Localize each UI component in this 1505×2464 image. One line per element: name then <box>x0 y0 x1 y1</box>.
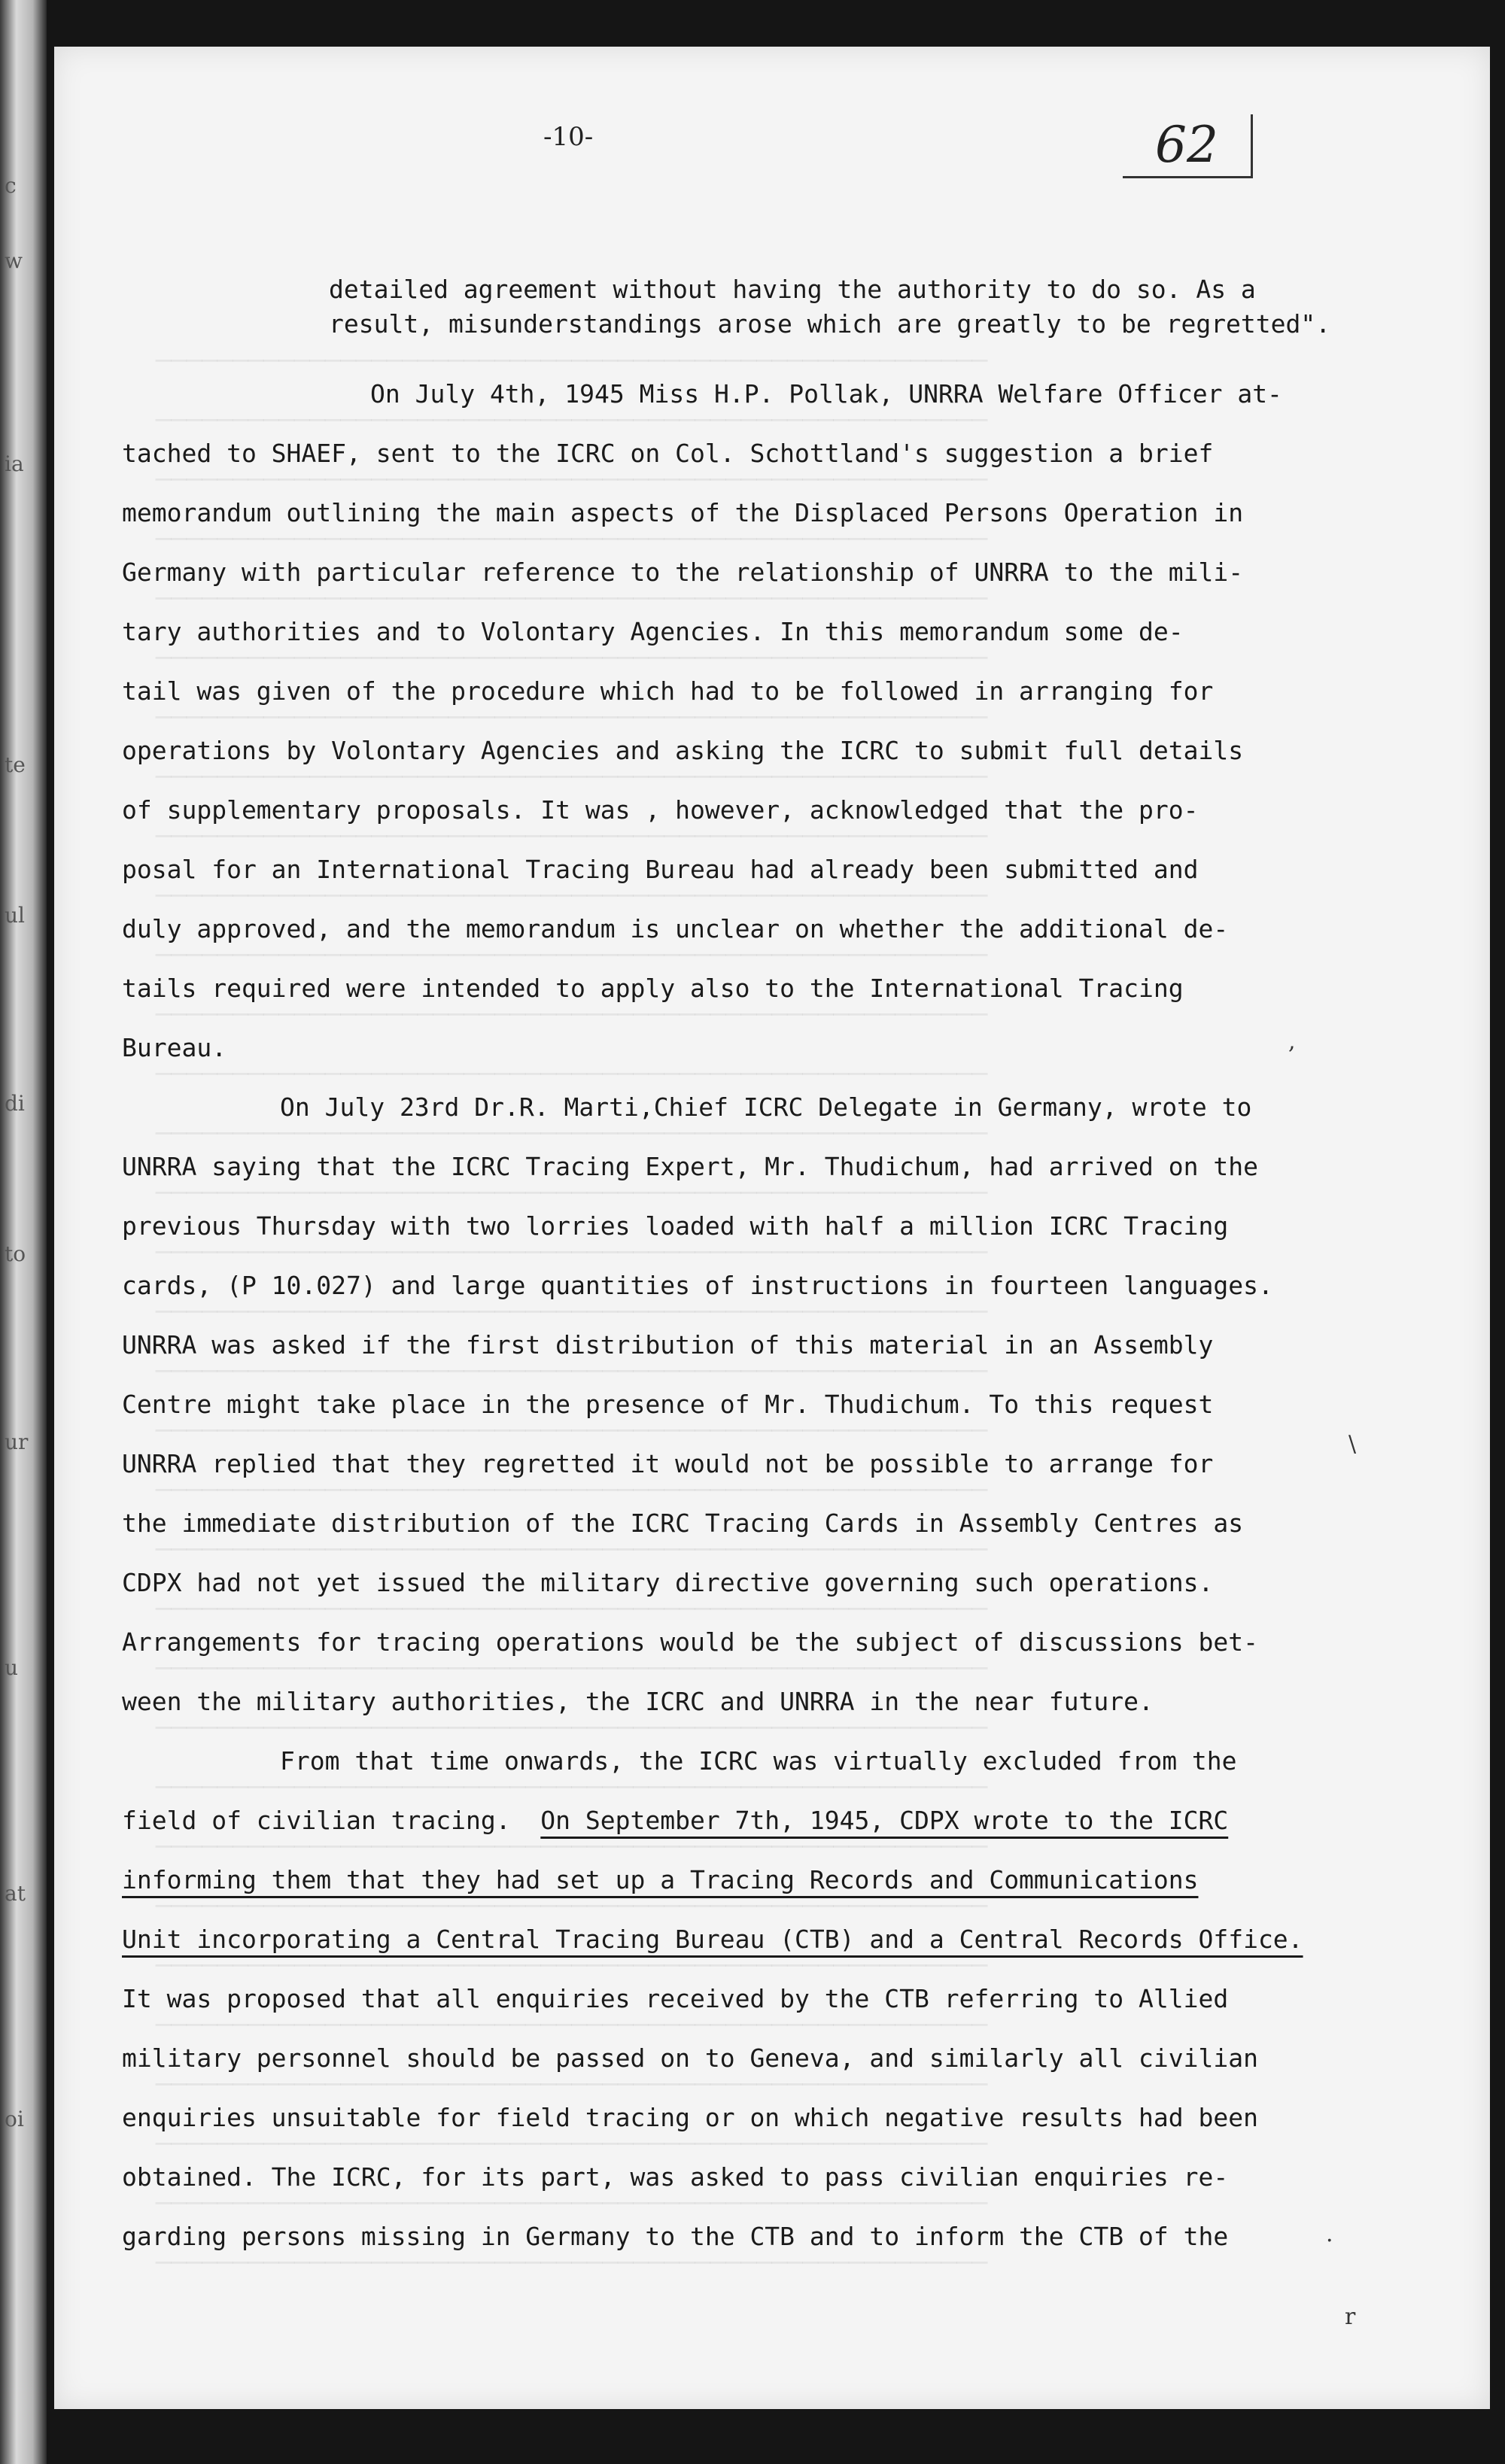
text-line: UNRRA saying that the ICRC Tracing Expert, Mr. Thudichum, had arrived on the <box>122 1152 1258 1181</box>
text-line: field of civilian tracing. <box>122 1806 541 1835</box>
text-line: military personnel should be passed on to Geneva, and similarly all civilian <box>122 2043 1258 2073</box>
text-line: detailed agreement without having the authority to do so. As a <box>329 275 1256 304</box>
margin-tick-mark: , <box>1288 1028 1296 1055</box>
text-line-with-underline <box>122 1791 1364 1850</box>
margin-tick-mark: . <box>1326 2221 1333 2247</box>
page-number: -10- <box>543 122 594 152</box>
text-line: UNRRA was asked if the first distribution of this material in an Assembly <box>122 1330 1214 1360</box>
text-line: CDPX had not yet issued the military directive governing such operations. <box>122 1568 1214 1597</box>
text-line: tached to SHAEF, sent to the ICRC on Col. Schottland's suggestion a brief <box>122 439 1214 468</box>
text-line: On July 4th, 1945 Miss H.P. Pollak, UNRRA Welfare Officer at- <box>370 379 1282 409</box>
text-line: From that time onwards, the ICRC was virtually excluded from the <box>280 1746 1237 1776</box>
underlined-text: On September 7th, 1945, CDPX wrote to the ICRC <box>540 1806 1229 1835</box>
text-line: garding persons missing in Germany to the CTB and to inform the CTB of the <box>122 2222 1229 2251</box>
text-line: tary authorities and to Volontary Agencies. In this memorandum some de- <box>122 617 1184 646</box>
paragraph-first-line <box>122 1731 1364 1791</box>
text-line: Germany with particular reference to the relationship of UNRRA to the mili- <box>122 558 1244 587</box>
text-line: tail was given of the procedure which had to be followed in arranging for <box>122 676 1214 706</box>
text-line: duly approved, and the memorandum is unclear on whether the additional de- <box>122 914 1229 943</box>
text-line: enquiries unsuitable for field tracing or on which negative results had been <box>122 2103 1258 2132</box>
document-page <box>54 47 1490 2409</box>
margin-tick-mark: r <box>1345 2304 1356 2330</box>
text-line-with-underline <box>122 1910 1364 1969</box>
text-line: memorandum outlining the main aspects of the Displaced Persons Operation in <box>122 498 1244 527</box>
text-line: ween the military authorities, the ICRC and UNRRA in the near future. <box>122 1687 1154 1716</box>
text-line: Bureau. <box>122 1033 227 1062</box>
text-line: It was proposed that all enquiries received by the CTB referring to Allied <box>122 1984 1229 2013</box>
text-line-with-underline <box>122 1850 1364 1910</box>
text-line: UNRRA replied that they regretted it would not be possible to arrange for <box>122 1449 1214 1478</box>
text-line: of supplementary proposals. It was , however, acknowledged that the pro- <box>122 795 1199 825</box>
underlined-text: informing them that they had set up a Tracing Records and Communications <box>122 1865 1199 1894</box>
text-line: Arrangements for tracing operations would be the subject of discussions bet- <box>122 1627 1258 1657</box>
text-line: result, misunderstandings arose which are greatly to be regretted". <box>329 309 1331 339</box>
paragraph-first-line <box>122 364 1364 424</box>
text-line: the immediate distribution of the ICRC Tracing Cards in Assembly Centres as <box>122 1508 1244 1538</box>
document-body <box>122 272 1364 2266</box>
text-line: posal for an International Tracing Bureau had already been submitted and <box>122 855 1199 884</box>
show-through-text: ────────────────────────────────────────────────────── ────────────────────────────────────────────────────── ────────────────────────────────────────────────────── ────────────────────────────────────────────────────── ────────────────────────────────────────────────────── ────────────────────────────────────────────────────── ────────────────────────────────────────────────────── ────────────────────────────────────────────────────── ────────────────────────────────────────────────────── ────────────────────────────────────────────────────── ────────────────────────────────────────────────────── ────────────────────────────────────────────────────── ────────────────────────────────────────────────────── ────────────────────────────────────────────────────── ────────────────────────────────────────────────────── ────────────────────────────────────────────────────── ────────────────────────────────────────────────────── ────────────────────────────────────────────────────── ────────────────────────────────────────────────────── ────────────────────────────────────────────────────── ────────────────────────────────────────────────────── ────────────────────────────────────────────────────── ────────────────────────────────────────────────────── ────────────────────────────────────────────────────── ────────────────────────────────────────────────────── ────────────────────────────────────────────────────── ────────────────────────────────────────────────────── ────────────────────────────────────────────────────── ────────────────────────────────────────────────────── ────────────────────────────────────────────────────── ────────────────────────────────────────────────────── ────────────────────────────────────────────────────── ────────────────────────────────────────────────────── <box>156 346 988 2278</box>
folio-number-handwritten: 62 <box>1123 114 1253 178</box>
paragraph-first-line <box>122 1077 1364 1137</box>
margin-tick-mark: \ <box>1348 1431 1357 1457</box>
text-line: tails required were intended to apply also to the International Tracing <box>122 974 1184 1003</box>
text-line: Centre might take place in the presence of Mr. Thudichum. To this request <box>122 1390 1214 1419</box>
binding-margin-marks: c w ia te ul di to ur u at oi <box>5 173 29 2131</box>
text-line: previous Thursday with two lorries loaded with half a million ICRC Tracing <box>122 1211 1229 1241</box>
text-line: cards, (P 10.027) and large quantities of instructions in fourteen languages. <box>122 1271 1273 1300</box>
text-line: operations by Volontary Agencies and asking the ICRC to submit full details <box>122 736 1244 765</box>
text-line: obtained. The ICRC, for its part, was asked to pass civilian enquiries re- <box>122 2162 1229 2192</box>
text-line: On July 23rd Dr.R. Marti,Chief ICRC Delegate in Germany, wrote to <box>280 1092 1252 1122</box>
underlined-text: Unit incorporating a Central Tracing Bureau (CTB) and a Central Records Office. <box>122 1925 1303 1954</box>
